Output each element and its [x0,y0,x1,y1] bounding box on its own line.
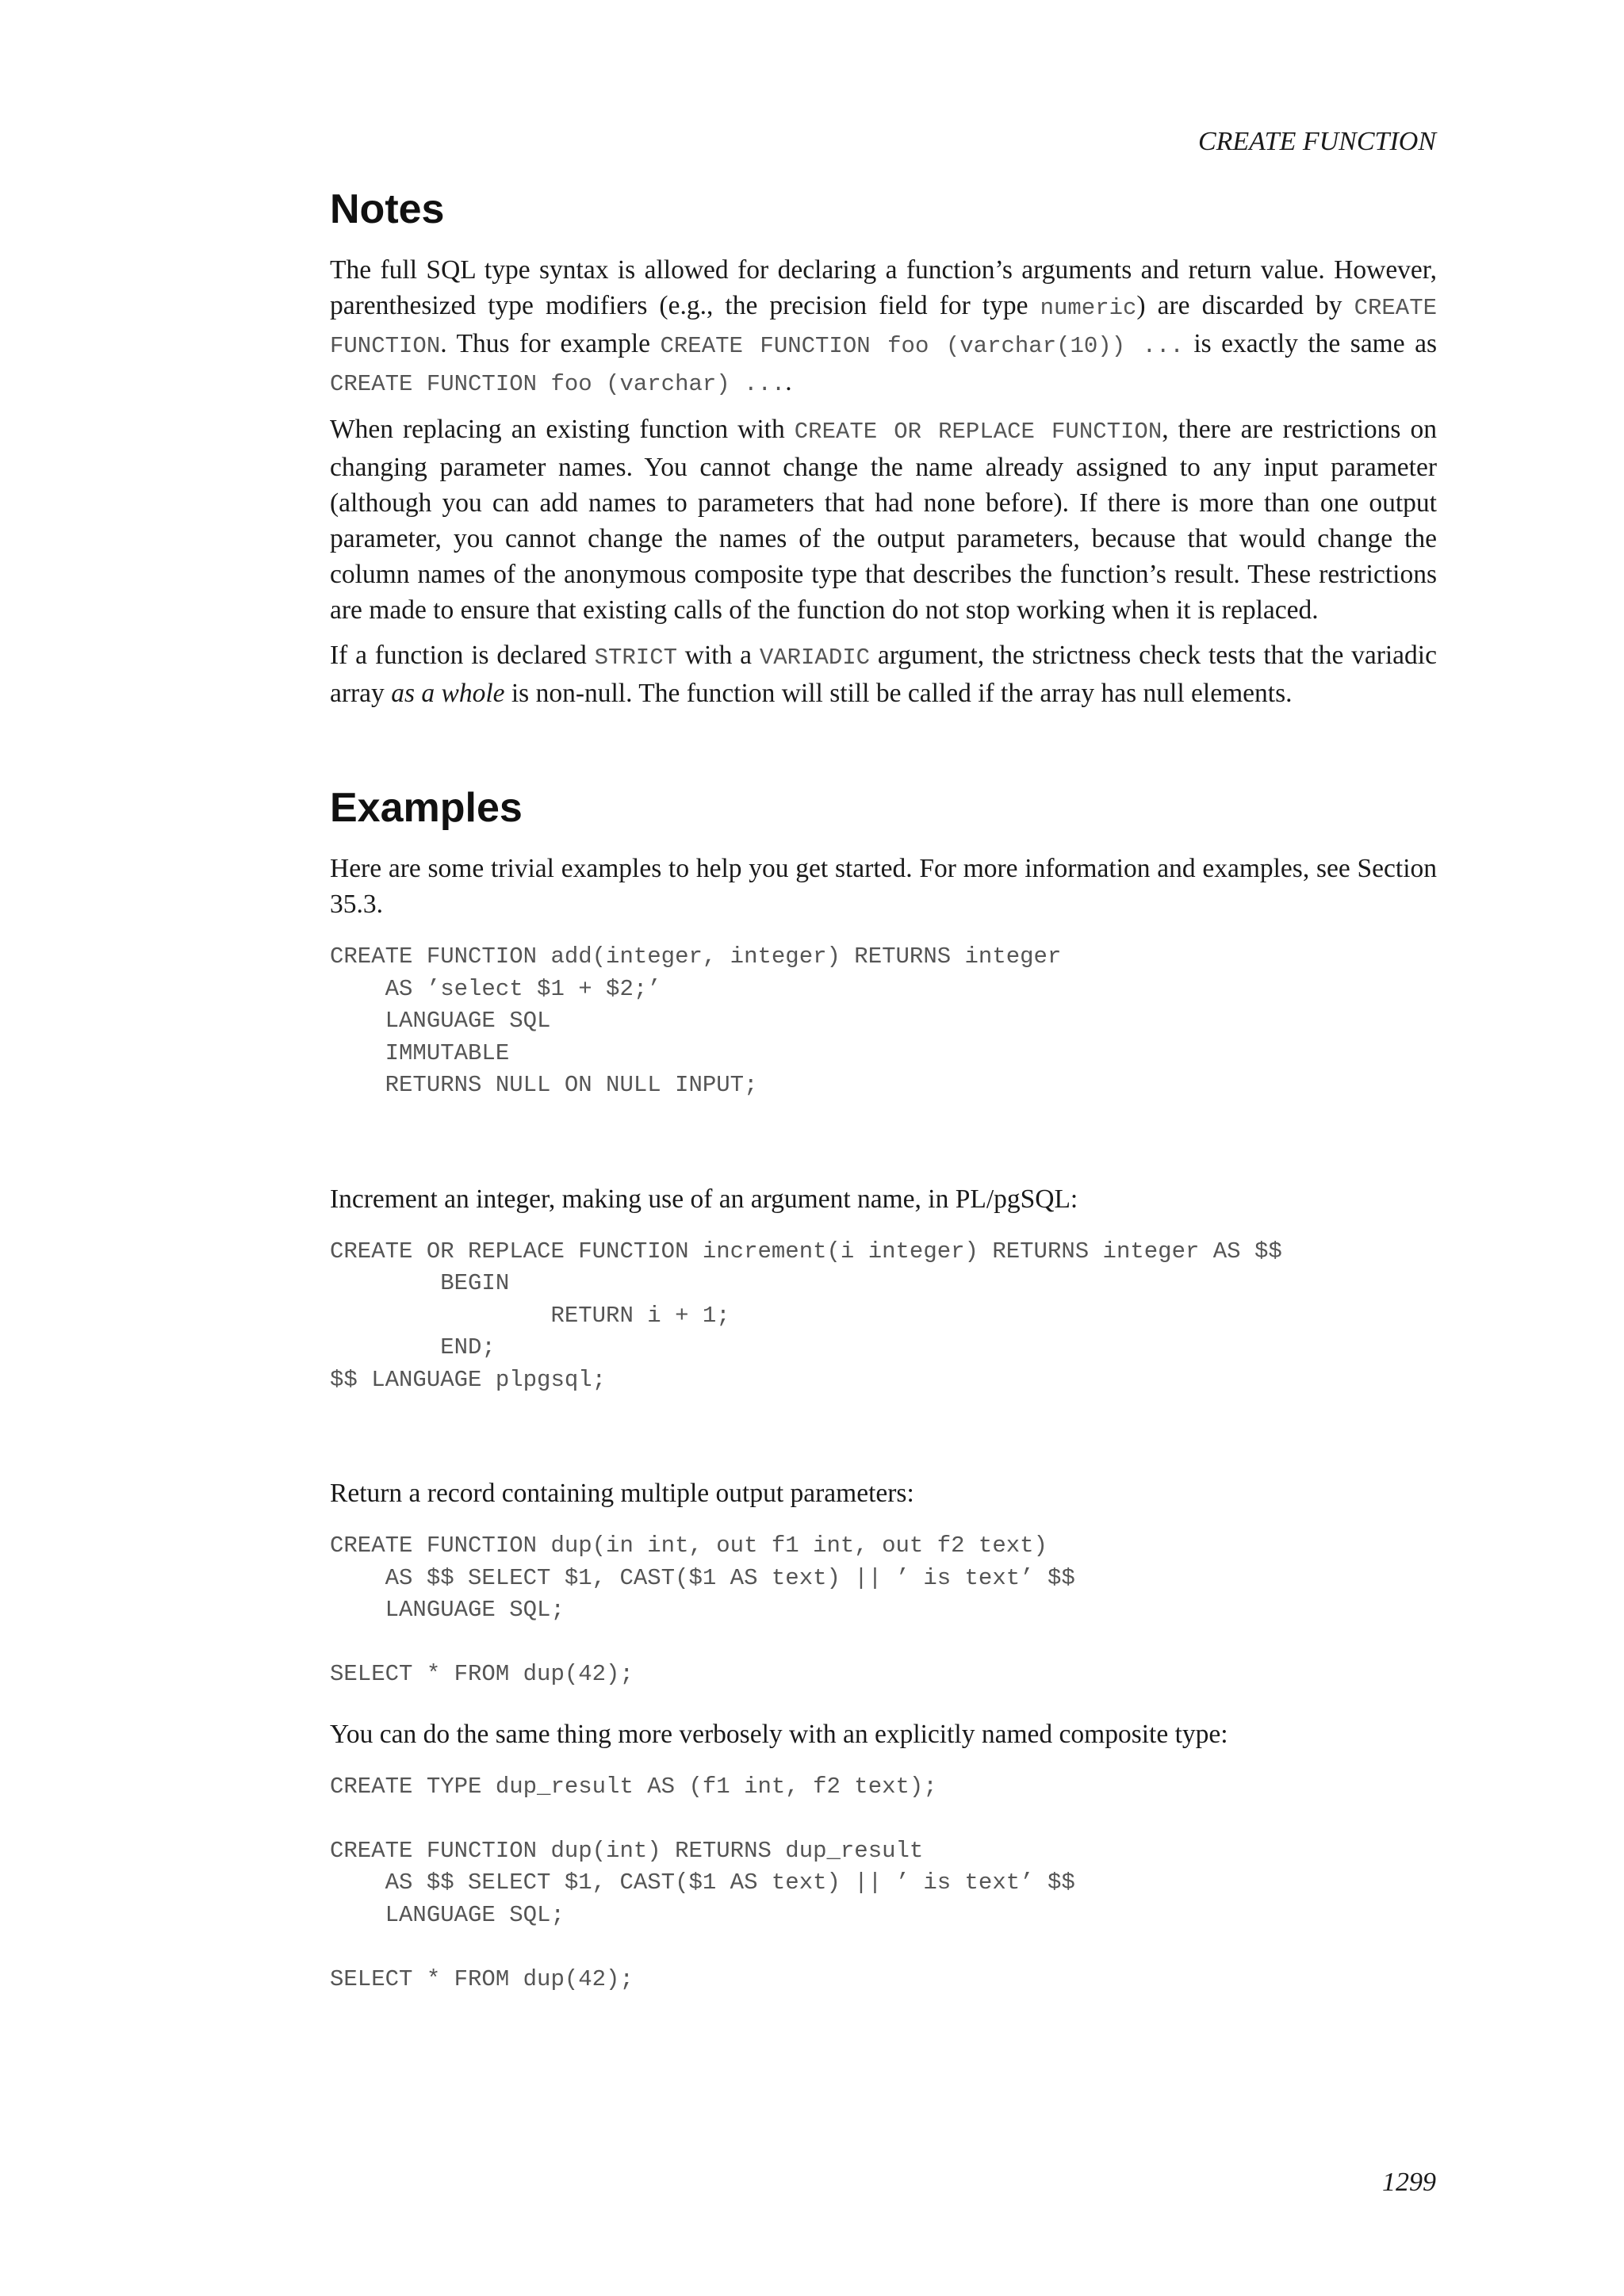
inline-code: CREATE FUNCTION foo (varchar(10)) ... [660,333,1184,359]
text: argument, the strictness check tests that the variadic array [330,641,1437,708]
notes-heading: Notes [330,186,445,232]
examples-text-record: Return a record containing multiple output parameters: [330,1479,914,1508]
notes-paragraph-1 [330,252,1437,402]
page-content [330,181,1437,1996]
text: If a function is declared [330,641,595,670]
inline-code: STRICT [594,645,677,671]
text: . [785,367,792,396]
inline-code: CREATE FUNCTION foo (varchar) ... [330,371,786,397]
text: is non-null. The function will still be called if the array has null elements. [504,679,1293,708]
inline-code: CREATE FUNCTION [330,295,1438,359]
examples-text-composite: You can do the same thing more verbosely with an explicitly named composite type: [330,1719,1228,1749]
text: ) are discarded by [1136,291,1354,320]
examples-heading: Examples [330,785,523,831]
text: is exactly the same as [1183,329,1438,358]
notes-paragraph-2 [330,411,1437,628]
inline-code: numeric [1040,295,1137,321]
code-block-dup-out: CREATE FUNCTION dup(in int, out f1 int, out f2 text) AS $$ SELECT $1, CAST($1 AS text) || ’ is text’ $$ LANGUAGE SQL; SELECT * FROM dup(42); [330,1533,1075,1687]
text: . Thus for example [440,329,661,358]
inline-code: VARIADIC [759,645,871,671]
page-number: 1299 [1382,2168,1436,2197]
examples-intro: Here are some trivial examples to help you get started. For more information and examples, see Section 35.3. [330,854,1437,919]
text: , there are restrictions on changing parameter names. You cannot change the name already assigned to any input parameter (although you can add names to parameters that had none before). If there is more than one output parameter, you cannot change the names of the output parameters, because that would change the column names of the anonymous composite type that describes the function’s result. These restrictions are made to ensure that existing calls of the function do not stop working when it is replaced. [330,415,1437,625]
text: When replacing an existing function with [330,415,795,444]
examples-text-increment: Increment an integer, making use of an argument name, in PL/pgSQL: [330,1184,1078,1214]
notes-paragraph-3 [330,637,1437,711]
text: with a [677,641,760,670]
inline-code: CREATE OR REPLACE FUNCTION [794,419,1162,445]
running-header: CREATE FUNCTION [1197,127,1436,156]
text: The full SQL type syntax is allowed for declaring a function’s arguments and return value. However, parenthesized type modifiers (e.g., the precision field for type [330,255,1437,320]
code-block-add: CREATE FUNCTION add(integer, integer) RETURNS integer AS ’select $1 + $2;’ LANGUAGE SQL IMMUTABLE RETURNS NULL ON NULL INPUT; [330,943,1062,1098]
emphasis: as a whole [391,679,505,708]
code-block-increment: CREATE OR REPLACE FUNCTION increment(i integer) RETURNS integer AS $$ BEGIN RETURN i + 1; END; $$ LANGUAGE plpgsql; [330,1238,1282,1393]
code-block-dup-type: CREATE TYPE dup_result AS (f1 int, f2 text); CREATE FUNCTION dup(int) RETURNS dup_result AS $$ SELECT $1, CAST($1 AS text) || ’ is text’ $$ LANGUAGE SQL; SELECT * FROM dup(42); [330,1773,1075,1992]
